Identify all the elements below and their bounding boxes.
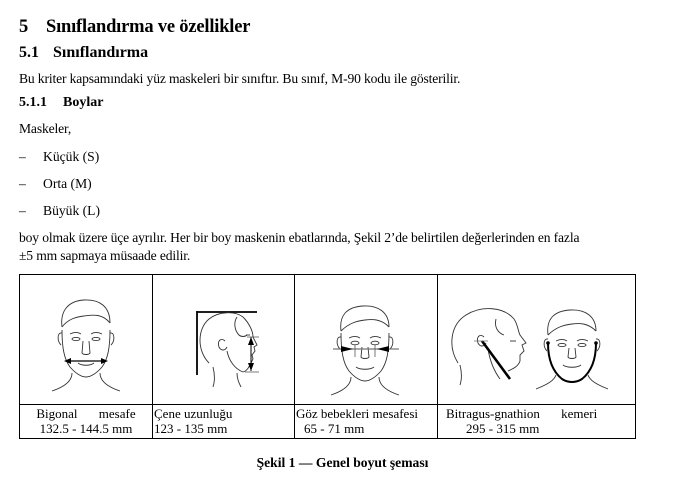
- figure-cell-chin-length: [153, 275, 295, 405]
- caption-cell-pupil-distance: [295, 405, 438, 439]
- section-heading: [19, 17, 250, 38]
- measure-label: Göz bebekleri mesafesi: [296, 406, 419, 421]
- head-bitragus-gnathion-icon: [438, 275, 635, 404]
- sizes-closing-line-2: ±5 mm sapmaya müsaade edilir.: [19, 248, 191, 263]
- measure-label: Bitragus-gnathion kemeri: [446, 406, 598, 421]
- subsubsection-number: 5.1.1: [19, 95, 47, 110]
- subsubsection-title: Boylar: [63, 95, 104, 110]
- list-item-label: Orta (M): [43, 176, 92, 191]
- list-dash: –: [19, 203, 26, 218]
- figure-cell-pupil-distance: [295, 275, 438, 405]
- measure-range: 123 - 135 mm: [154, 421, 228, 436]
- subsection-title: Sınıflandırma: [53, 44, 149, 61]
- list-item: [19, 149, 99, 165]
- subsection-number: 5.1: [19, 44, 39, 61]
- figure-cell-bitragus-gnathion: [438, 275, 636, 405]
- sizes-closing-line-1: boy olmak üzere üçe ayrılır. Her bir boy maskenin ebatlarında, Şekil 2’de belirtilen değerlerinden en fazla: [19, 230, 580, 245]
- subsection-heading: [19, 44, 148, 62]
- list-dash: –: [19, 149, 26, 164]
- measure-range: 65 - 71 mm: [304, 421, 365, 436]
- section-title: Sınıflandırma ve özellikler: [46, 17, 251, 37]
- measure-range: 295 - 315 mm: [466, 421, 540, 436]
- caption-cell-chin-length: [153, 405, 295, 439]
- head-profile-chin-icon: [153, 275, 294, 404]
- caption-cell-bitragus-gnathion: [438, 405, 636, 439]
- subsubsection-heading: [19, 95, 103, 111]
- list-item-label: Küçük (S): [43, 149, 100, 164]
- list-item: [19, 176, 92, 192]
- dimension-figure-table: [19, 274, 636, 439]
- measure-label: Çene uzunluğu: [154, 406, 233, 421]
- sizes-intro: Maskeler,: [19, 121, 72, 136]
- figure-cell-bigonal: [20, 275, 153, 405]
- list-dash: –: [19, 176, 26, 191]
- list-item-label: Büyük (L): [43, 203, 101, 218]
- figure-caption: Şekil 1 — Genel boyut şeması: [256, 455, 429, 470]
- list-item: [19, 203, 100, 219]
- measure-label: Bigonal mesafe: [36, 406, 136, 421]
- caption-cell-bigonal: [20, 405, 153, 439]
- classification-paragraph: Bu kriter kapsamındaki yüz maskeleri bir sınıftır. Bu sınıf, M-90 kodu ile gösterilir.: [19, 71, 461, 86]
- face-front-pupil-icon: [295, 275, 437, 404]
- section-number: 5: [19, 17, 29, 37]
- face-front-bigonal-icon: [20, 275, 152, 404]
- measure-range: 132.5 - 144.5 mm: [39, 421, 133, 436]
